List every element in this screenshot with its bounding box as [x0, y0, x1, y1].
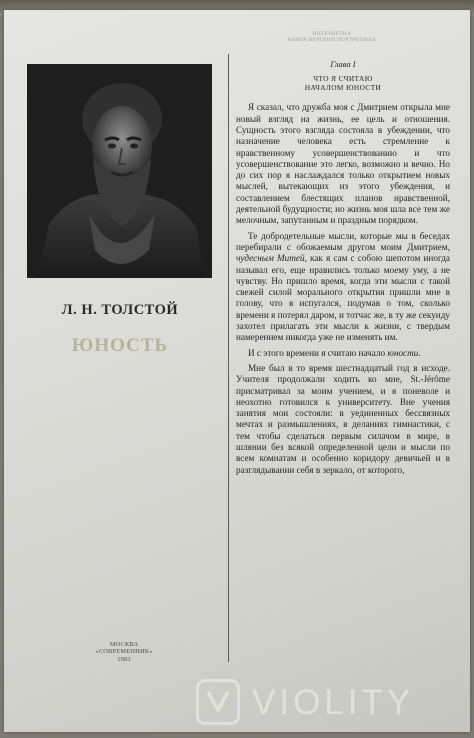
paragraph-2: Те добродетельные мысли, которые мы в беседах перебирали с обожаемым другом моим Дмитрием, чудесным Митей, как я сам с собою шепотом иногда называл его, еще нравились только моему уму, а не чувству. Но пришло время, когда эти мысли с такой свежей силой морального открытия пришли мне в голову, что я испугался, подумав о том, сколько времени я потерял даром, и тотчас же, в ту же секунду захотел прилагать эти мысли к жизни, с твердым намерением никогда уже не изменять им. — [236, 230, 450, 343]
publisher-imprint — [84, 641, 164, 663]
chapter-title — [236, 74, 450, 92]
author-portrait — [27, 64, 212, 278]
book-title: ЮНОСТЬ — [71, 335, 169, 356]
paragraph-1: Я сказал, что дружба моя с Дмитрием открыла мне новый взгляд на жизнь, ее цель и отношения. Сущность этого взгляда состояла в убеждении, что назначение человека есть стремление к нравственному усовершенствованию и что усовершенствование это легко, возможно и вечно. Но до сих пор я наслаждался только открытием новых мыслей, вытекающих из этого убеждения, и составлением блестящих планов нравственной, деятельной будущности; но жизнь моя шла все тем же мелочным, запутанным и праздным порядком. — [236, 102, 450, 226]
chapter-number: Глава I — [330, 59, 356, 69]
author-name: Л. Н. ТОЛСТОЙ — [61, 302, 179, 318]
watermark-text: VIOLITY — [252, 683, 415, 722]
column-divider — [228, 54, 229, 662]
chapter-title-line-2: НАЧАЛОМ ЮНОСТИ — [304, 83, 382, 93]
running-head: ИНТЕРНЕТНА КНИГА ВЕЧЕРНИ ПОРТРЕТНЫХ — [287, 31, 377, 43]
logo-mark — [199, 682, 237, 722]
imprint-publisher: «СОВРЕМЕННИК» — [95, 648, 153, 656]
chapter-title-line-1: ЧТО Я СЧИТАЮ — [313, 74, 373, 83]
text-column — [236, 59, 450, 480]
watermark — [196, 677, 466, 729]
imprint-year: 1983 — [117, 655, 131, 663]
book-page — [4, 10, 470, 732]
paragraph-3: И с этого времени я считаю начало юности. — [248, 347, 421, 358]
portrait-drawing — [27, 64, 212, 278]
violity-logo-icon — [196, 679, 240, 725]
imprint-city: МОСКВА — [109, 641, 139, 648]
paragraph-4: Мне был в то время шестнадцатый год в исходе. Учителя продолжали ходить ко мне, St.-Jérôme присматривал за моим учением, и я поневоле и неохотно готовился к университету. Вне учения занятия мои состояли: в уединенных бессвязных мечтах и размышлениях, в деланиях гимнастики, с тем чтобы сделаться первым силачом в мире, в шлянии без всякой определенной цели и мысли по всем комнатам и особенно коридору девичьей и в разглядывании себя в зеркало, от которого, — [236, 362, 450, 475]
